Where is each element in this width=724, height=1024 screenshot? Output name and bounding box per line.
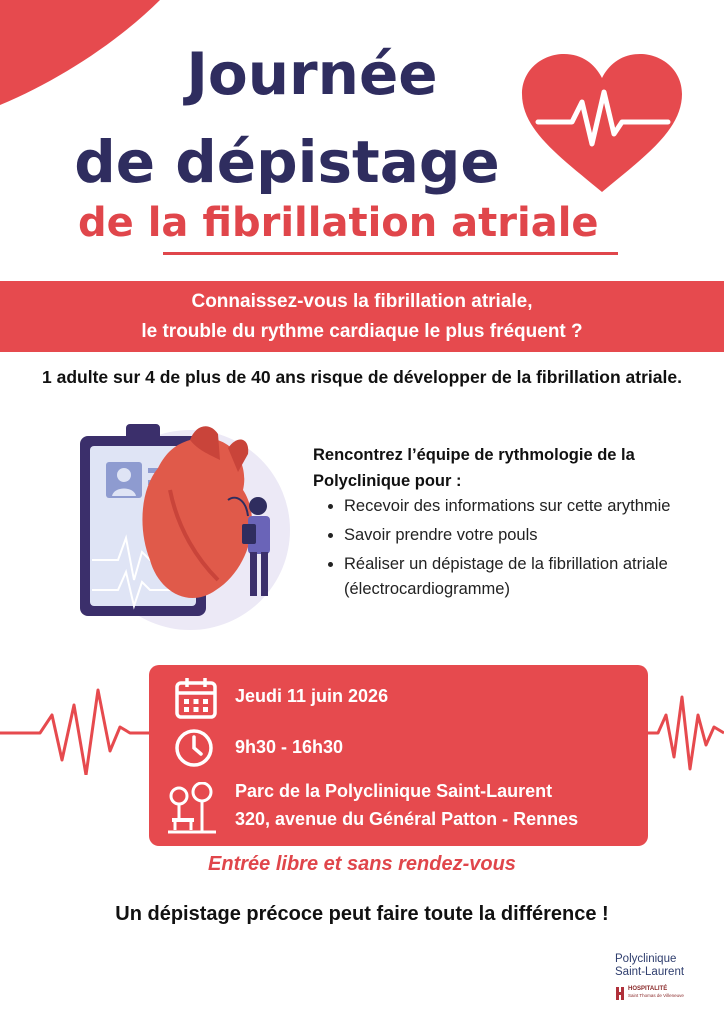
park-icon — [166, 782, 218, 834]
ecg-line-left — [0, 685, 150, 775]
event-address-line-2: 320, avenue du Général Patton - Rennes — [235, 809, 579, 829]
heart-pulse-icon — [520, 52, 685, 197]
list-item: • Recevoir des informations sur cette arythmie — [344, 494, 724, 519]
ecg-line-right — [648, 685, 724, 775]
activities-list — [318, 494, 724, 606]
tagline: Un dépistage précoce peut faire toute la différence ! — [115, 903, 609, 925]
logo-line-2: Saint-Laurent — [615, 966, 685, 978]
event-date: Jeudi 11 juin 2026 — [235, 686, 389, 706]
banner-line-2: le trouble du rythme cardiaque le plus fréquent ? — [141, 321, 583, 342]
question-banner — [0, 281, 724, 352]
title-line-1: Journée — [186, 40, 438, 108]
title-line-2: de dépistage — [74, 128, 500, 196]
logo-group-subtitle: Saint Thomas de Villeneuve — [628, 993, 684, 998]
logo-group-name: HOSPITALITÉ — [628, 986, 668, 992]
logo-line-1: Polyclinique — [615, 953, 677, 965]
heart-illustration — [78, 420, 293, 630]
event-address-line-1: Parc de la Polyclinique Saint-Laurent — [235, 781, 553, 801]
free-entry-note: Entrée libre et sans rendez-vous — [208, 853, 516, 875]
title-underline — [163, 252, 618, 255]
risk-statistic: 1 adulte sur 4 de plus de 40 ans risque de développer de la fibrillation atriale. — [42, 367, 682, 387]
event-hours: 9h30 - 16h30 — [235, 737, 344, 757]
meet-intro: Rencontrez l’équipe de rythmologie de la Polyclinique pour : — [313, 446, 635, 490]
list-item: • Savoir prendre votre pouls — [344, 523, 724, 548]
title-line-3: de la fibrillation atriale — [78, 200, 599, 246]
list-item: • Réaliser un dépistage de la fibrillation atriale (électrocardiogramme) — [344, 552, 724, 602]
banner-line-1: Connaissez-vous la fibrillation atriale, — [191, 291, 533, 312]
hospitalite-logo-icon — [615, 985, 625, 1001]
calendar-icon — [174, 676, 218, 720]
clock-icon — [174, 728, 214, 768]
